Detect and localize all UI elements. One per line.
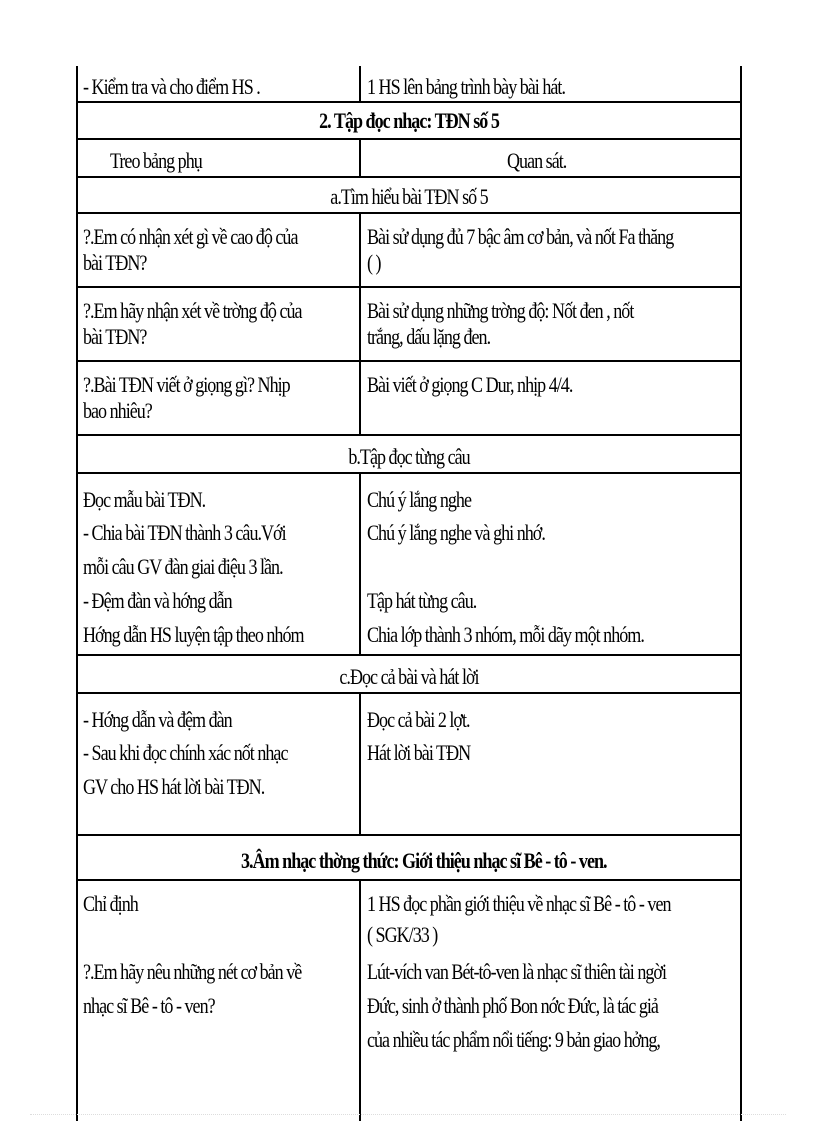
section-heading-row — [76, 103, 742, 140]
cell-text: bao nhiêu? — [83, 398, 152, 423]
cell-text: - Kiểm tra và cho điểm HS . — [83, 74, 260, 99]
cell-text: Lút-vích van Bét-tô-ven là nhạc sĩ thiên tài ngời — [367, 959, 666, 984]
cell-text: ( SGK/33 ) — [367, 922, 438, 947]
cell-text: 1 HS lên bảng trình bày bài hát. — [367, 74, 565, 99]
table-row — [76, 362, 742, 436]
cell-text: Tập hát từng câu. — [367, 588, 477, 613]
cell-text: GV cho HS hát lời bài TĐN. — [83, 774, 265, 799]
student-cell — [361, 881, 742, 1121]
teacher-cell — [76, 694, 361, 834]
cell-text: Hát lời bài TĐN — [367, 740, 471, 765]
cell-text: Đọc cả bài 2 lợt. — [367, 707, 470, 732]
table-row — [76, 66, 742, 103]
teacher-cell — [76, 214, 361, 286]
cell-text: ?.Bài TĐN viết ở giọng gì? Nhịp — [83, 372, 290, 397]
table-row — [76, 881, 742, 1121]
cell-text: của nhiều tác phẩm nổi tiếng: 9 bản giao hởng, — [367, 1027, 660, 1052]
cell-text: - Chia bài TĐN thành 3 câu.Với — [83, 520, 286, 545]
table-row — [76, 140, 742, 178]
table-row — [76, 214, 742, 288]
cell-text: - Sau khi đọc chính xác nốt nhạc — [83, 740, 288, 765]
cell-text: bài TĐN? — [83, 250, 147, 275]
student-cell — [361, 288, 742, 360]
section-heading: 2. Tập đọc nhạc: TĐN số 5 — [319, 108, 499, 133]
teacher-cell — [76, 140, 361, 176]
cell-text: Hớng dẫn HS luyện tập theo nhóm — [83, 622, 304, 647]
cell-text: bài TĐN? — [83, 324, 147, 349]
cell-text: - Đệm đàn và hớng dẫn — [83, 588, 232, 613]
cell-text: ( ) — [367, 250, 381, 275]
table-row — [76, 474, 742, 656]
cell-text: Chú ý lắng nghe — [367, 487, 471, 512]
cell-text: Treo bảng phụ — [110, 148, 202, 173]
cell-text: ?.Em có nhận xét gì về cao độ của — [83, 224, 298, 249]
cell-text: nhạc sĩ Bê - tô - ven? — [83, 993, 215, 1018]
cell-text: Chỉ định — [83, 891, 138, 916]
section-heading-row — [76, 178, 742, 214]
cell-text — [83, 921, 309, 955]
section-heading: 3.Âm nhạc thờng thức: Giới thiệu nhạc sĩ Bê - tô - ven. — [241, 848, 607, 873]
student-cell — [361, 66, 742, 101]
table-row — [76, 288, 742, 362]
cell-text: Đức, sinh ở thành phố Bon nớc Đức, là tác giả — [367, 993, 658, 1018]
section-heading-row — [76, 436, 742, 474]
cell-text: ?.Em hãy nhận xét về trờng độ của — [83, 298, 302, 323]
section-heading: a.Tìm hiểu bài TĐN số 5 — [330, 184, 488, 209]
cell-text: Chia lớp thành 3 nhóm, mỗi dãy một nhóm. — [367, 622, 644, 647]
page-bottom-edge — [30, 1114, 786, 1115]
cell-text: ?.Em hãy nêu những nét cơ bản về — [83, 959, 302, 984]
cell-text: mỗi câu GV đàn giai điệu 3 lần. — [83, 554, 283, 579]
section-heading: b.Tập đọc từng câu — [348, 444, 470, 469]
student-cell — [361, 140, 742, 176]
teacher-cell — [76, 474, 361, 654]
cell-text: Bài viết ở giọng C Dur, nhịp 4/4. — [367, 372, 573, 397]
table-row — [76, 694, 742, 836]
cell-text: Bài sử dụng đủ 7 bậc âm cơ bản, và nốt Fa thăng — [367, 224, 674, 249]
cell-text: Đọc mẫu bài TĐN. — [83, 487, 206, 512]
teacher-cell — [76, 362, 361, 434]
section-heading-row — [76, 656, 742, 694]
section-heading-row — [76, 836, 742, 881]
cell-text: Chú ý lắng nghe và ghi nhớ. — [367, 520, 545, 545]
cell-text: trắng, dấu lặng đen. — [367, 324, 491, 349]
teacher-cell — [76, 66, 361, 101]
student-cell — [361, 214, 742, 286]
teacher-cell — [76, 881, 361, 1121]
cell-text — [367, 550, 673, 584]
cell-text: Bài sử dụng những trờng độ: Nốt đen , nốt — [367, 298, 634, 323]
section-heading: c.Đọc cả bài và hát lời — [339, 664, 479, 689]
teacher-cell — [76, 288, 361, 360]
cell-text: - Hớng dẫn và đệm đàn — [83, 707, 232, 732]
student-cell — [361, 362, 742, 434]
cell-text: Quan sát. — [507, 148, 567, 173]
student-cell — [361, 694, 742, 834]
cell-text: 1 HS đọc phần giới thiệu về nhạc sĩ Bê - tô - ven — [367, 891, 671, 916]
student-cell — [361, 474, 742, 654]
